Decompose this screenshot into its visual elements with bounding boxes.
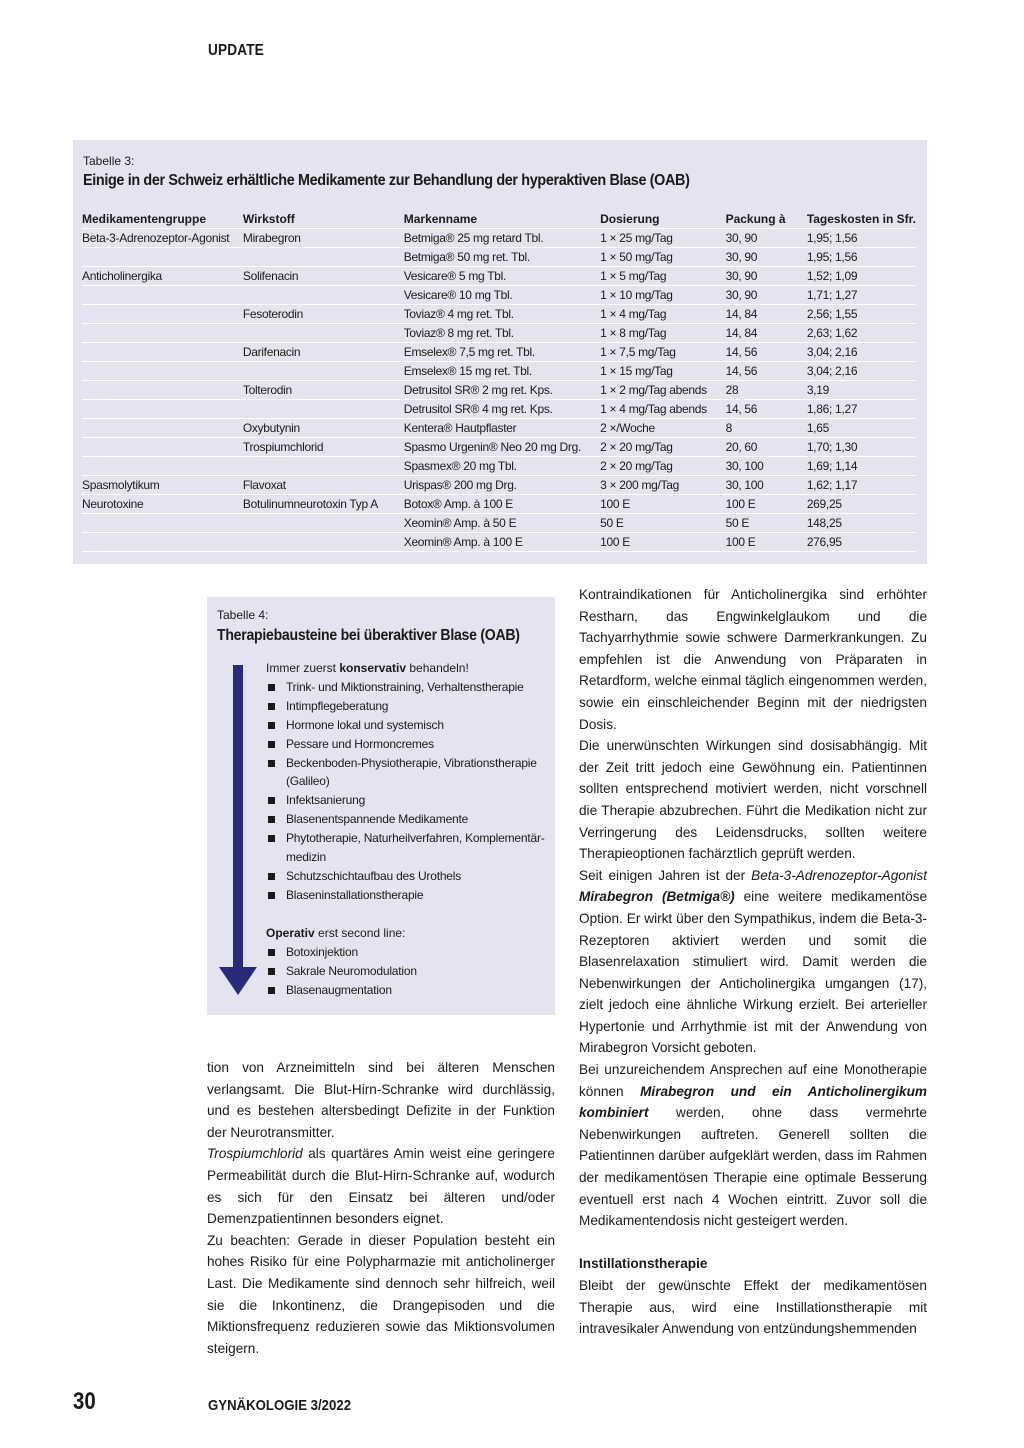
list-item: Schutzschichtaufbau des Urothels [266, 867, 551, 886]
table-cell: 50 E [600, 514, 725, 533]
down-arrow-icon [219, 665, 257, 997]
table-cell [243, 457, 404, 476]
table-header-row [82, 210, 916, 229]
table-cell: 1,69; 1,14 [807, 457, 916, 476]
table-row [82, 248, 916, 267]
table-cell: 14, 56 [726, 400, 807, 419]
table-cell: 148,25 [807, 514, 916, 533]
therapy-steps [266, 659, 551, 999]
table-row [82, 438, 916, 457]
table-cell: 2 ×/Woche [600, 419, 725, 438]
table-cell: Mirabegron [243, 229, 404, 248]
table-cell: 3,04; 2,16 [807, 343, 916, 362]
table-row [82, 514, 916, 533]
table-cell [82, 286, 243, 305]
column-header: Dosierung [600, 210, 725, 229]
table-cell: 3,19 [807, 381, 916, 400]
table-cell: Anticholinergika [82, 267, 243, 286]
table-3-title: Einige in der Schweiz erhältliche Medikamente zur Behandlung der hyperaktiven Blase (OAB) [83, 172, 690, 189]
paragraph: tion von Arzneimitteln sind bei älteren Menschen verlangsamt. Die Blut-Hirn-Schranke wird durchlässig, und es bestehen altersbedingt Defizite in der Funktion der Neurotransmitter. [207, 1060, 555, 1140]
list-item: Sakrale Neuromodulation [266, 962, 551, 981]
paragraph: Zu beachten: Gerade in dieser Population besteht ein hohes Risiko für eine Polypharmazie mit anticholinerger Last. Die Medikamente sind dennoch sehr hilfreich, weil sie die Inkontinenz, die Drangepisoden und die Miktionsfrequenz reduzieren sowie das Miktionsvolumen steigern. [207, 1232, 555, 1356]
paragraph: Kontraindikationen für Anticholinergika sind erhöhter Restharn, das Engwinkelglaukom und die Tachyarrhythmie sowie schwere Darmerkrankungen. Zu empfehlen ist die Anwendung von Präparaten in Retardform, welche einmal täglich eingenommen werden, sowie ein einschleichender Beginn mit der niedrigsten Dosis. [579, 587, 927, 732]
table-row [82, 305, 916, 324]
table-cell: Betmiga® 50 mg ret. Tbl. [404, 248, 600, 267]
table-cell: 30, 90 [726, 286, 807, 305]
list-item: Hormone lokal und systemisch [266, 716, 551, 735]
table-cell: 14, 56 [726, 362, 807, 381]
table-cell: Botox® Amp. à 100 E [404, 495, 600, 514]
table-row [82, 286, 916, 305]
table-cell: 28 [726, 381, 807, 400]
list-item: Beckenboden-Physiotherapie, Vibrationstherapie (Galileo) [266, 754, 551, 792]
table-cell [82, 533, 243, 552]
table-cell: Vesicare® 5 mg Tbl. [404, 267, 600, 286]
table-cell: 50 E [726, 514, 807, 533]
list-item: Botoxinjektion [266, 943, 551, 962]
table-cell: 14, 84 [726, 324, 807, 343]
table-cell: 2,56; 1,55 [807, 305, 916, 324]
table-cell: 1,62; 1,17 [807, 476, 916, 495]
table-cell: Vesicare® 10 mg Tbl. [404, 286, 600, 305]
subheading: Instillationstherapie [579, 1256, 708, 1272]
table-cell: 1,71; 1,27 [807, 286, 916, 305]
table-cell: 20, 60 [726, 438, 807, 457]
table-cell: Xeomin® Amp. à 100 E [404, 533, 600, 552]
journal-name: GYNÄKOLOGIE 3/2022 [208, 1397, 352, 1414]
table-cell: 100 E [726, 533, 807, 552]
table-cell: 269,25 [807, 495, 916, 514]
table-cell [82, 400, 243, 419]
table-cell: Spasmo Urgenin® Neo 20 mg Drg. [404, 438, 600, 457]
table-cell: Solifenacin [243, 267, 404, 286]
table-cell: 1 × 10 mg/Tag [600, 286, 725, 305]
paragraph: Seit einigen Jahren ist der Beta-3-Adrenozeptor-Agonist Mirabegron (Betmiga®) eine weitere medikamentöse Option. Er wirkt über den Sympathikus, indem die Beta-3-Rezeptoren aktiviert werden und somit die Blasenrelaxation stimuliert wird. Damit werden die Nebenwirkungen der Anticholinergika umgangen (17), zielt jedoch eine ähnliche Wirkung erzielt. Bei arterieller Hypertonie und Arrhythmie ist mit der Anwendung von Mirabegron Vorsicht geboten. [579, 867, 927, 1056]
table-cell: Betmiga® 25 mg retard Tbl. [404, 229, 600, 248]
table-row [82, 343, 916, 362]
column-header: Wirkstoff [243, 210, 404, 229]
table-cell: 1 × 50 mg/Tag [600, 248, 725, 267]
table-cell: 30, 90 [726, 248, 807, 267]
table-cell: 1,70; 1,30 [807, 438, 916, 457]
table-cell [243, 324, 404, 343]
table-cell: Botulinumneurotoxin Typ A [243, 495, 404, 514]
table-cell [82, 457, 243, 476]
table-cell: Spasmex® 20 mg Tbl. [404, 457, 600, 476]
list-item: Infektsanierung [266, 791, 551, 810]
table-cell: Tolterodin [243, 381, 404, 400]
table-cell: 3,04; 2,16 [807, 362, 916, 381]
list-item: Intimpflegeberatung [266, 697, 551, 716]
table-cell [82, 305, 243, 324]
table-cell: 1 × 25 mg/Tag [600, 229, 725, 248]
column-header: Markenname [404, 210, 600, 229]
table-cell [243, 286, 404, 305]
table-3-box [73, 140, 927, 564]
table-cell: 30, 100 [726, 457, 807, 476]
table-row [82, 419, 916, 438]
table-cell: 1 × 5 mg/Tag [600, 267, 725, 286]
table-row [82, 267, 916, 286]
table-4-caption: Tabelle 4: [217, 608, 269, 622]
table-cell: 1 × 2 mg/Tag abends [600, 381, 725, 400]
table-row [82, 476, 916, 495]
table-cell: 8 [726, 419, 807, 438]
table-cell: 1,65 [807, 419, 916, 438]
table-cell [82, 514, 243, 533]
table-cell: Toviaz® 4 mg ret. Tbl. [404, 305, 600, 324]
table-cell: 2 × 20 mg/Tag [600, 457, 725, 476]
table-cell: Toviaz® 8 mg ret. Tbl. [404, 324, 600, 343]
table-cell: Darifenacin [243, 343, 404, 362]
column-header: Tageskosten in Sfr. [807, 210, 916, 229]
table-cell: 14, 84 [726, 305, 807, 324]
table-3-caption: Tabelle 3: [83, 154, 135, 168]
table-cell: Flavoxat [243, 476, 404, 495]
paragraph: Bei unzureichendem Ansprechen auf eine Monotherapie können Mirabegron und ein Anticholinergikum kombiniert werden, ohne dass vermehrte Nebenwirkungen auftreten. Generell sollten die Patientinnen darüber aufgeklärt werden, dass im Rahmen der medikamentösen Therapie eine optimale Besserung eventuell erst nach 4 Wochen eintritt. Zuvor soll die Medikamentendosis nicht gesteigert werden. [579, 1062, 928, 1229]
table-cell: Beta-3-Adrenozeptor-Agonist [82, 229, 243, 248]
table-cell [243, 248, 404, 267]
table-cell: Xeomin® Amp. à 50 E [404, 514, 600, 533]
table-cell: 30, 90 [726, 229, 807, 248]
table-cell: 1 × 8 mg/Tag [600, 324, 725, 343]
table-cell: Oxybutynin [243, 419, 404, 438]
paragraph: Trospiumchlorid als quartäres Amin weist eine geringere Permeabilität durch die Blut-Hirn-Schranke auf, wodurch es sich für den Einsatz bei älteren und/oder Demenzpatientinnen besonders eignet. [207, 1146, 555, 1227]
list-item: Blaseninstallationstherapie [266, 886, 551, 905]
page-number: 30 [73, 1388, 96, 1415]
list-item: Trink- und Miktionstraining, Verhaltenstherapie [266, 678, 551, 697]
table-cell: Emselex® 7,5 mg ret. Tbl. [404, 343, 600, 362]
table-cell [243, 362, 404, 381]
table-cell: 1 × 15 mg/Tag [600, 362, 725, 381]
table-cell [243, 514, 404, 533]
table-cell: Detrusitol SR® 4 mg ret. Kps. [404, 400, 600, 419]
table-row [82, 362, 916, 381]
conservative-intro: Immer zuerst konservativ behandeln! [266, 661, 469, 675]
table-cell: Spasmolytikum [82, 476, 243, 495]
operative-intro: Operativ erst second line: [266, 925, 406, 940]
table-cell: Neurotoxine [82, 495, 243, 514]
table-cell [82, 248, 243, 267]
conservative-list [266, 678, 551, 905]
paragraph: Die unerwünschten Wirkungen sind dosisabhängig. Mit der Zeit tritt jedoch eine Gewöhnung ein. Patientinnen sollten entsprechend motiviert werden, nicht vorschnell die Therapie abzubrechen. Führt die Medikation nicht zur Verringerung des Leidensdrucks, sollten weitere Therapieoptionen fachärztlich geprüft werden. [579, 738, 927, 862]
table-cell: 30, 100 [726, 476, 807, 495]
table-cell [82, 343, 243, 362]
table-4-box [207, 597, 555, 1015]
table-cell: 100 E [600, 533, 725, 552]
table-cell [82, 419, 243, 438]
column-header: Packung à [726, 210, 807, 229]
section-header: UPDATE [208, 42, 264, 59]
table-cell [82, 438, 243, 457]
table-row [82, 229, 916, 248]
list-item: Blasenaugmentation [266, 981, 551, 1000]
medication-table [82, 210, 916, 552]
table-cell: 100 E [600, 495, 725, 514]
table-cell: Fesoterodin [243, 305, 404, 324]
table-cell [243, 533, 404, 552]
table-cell [82, 381, 243, 400]
table-row [82, 400, 916, 419]
table-4-title: Therapiebausteine bei überaktiver Blase (OAB) [217, 627, 520, 644]
table-cell: Kentera® Hautpflaster [404, 419, 600, 438]
table-cell: Urispas® 200 mg Drg. [404, 476, 600, 495]
table-cell: 100 E [726, 495, 807, 514]
table-cell: 1,86; 1,27 [807, 400, 916, 419]
operative-list [266, 943, 551, 1000]
right-column-text [579, 584, 927, 1340]
table-cell: 1 × 4 mg/Tag abends [600, 400, 725, 419]
table-cell [82, 324, 243, 343]
table-cell: 276,95 [807, 533, 916, 552]
table-cell: 1 × 4 mg/Tag [600, 305, 725, 324]
table-cell: Detrusitol SR® 2 mg ret. Kps. [404, 381, 600, 400]
list-item: Phytotherapie, Naturheilverfahren, Komplementär-medizin [266, 829, 551, 867]
left-column-text [207, 1057, 555, 1359]
paragraph: Bleibt der gewünschte Effekt der medikamentösen Therapie aus, wird eine Instillationstherapie mit intravesikaler Anwendung von entzündungshemmenden [579, 1278, 927, 1337]
table-cell: 1 × 7,5 mg/Tag [600, 343, 725, 362]
table-cell [243, 400, 404, 419]
list-item: Blasenentspannende Medikamente [266, 810, 551, 829]
table-row [82, 381, 916, 400]
table-cell: Trospiumchlorid [243, 438, 404, 457]
table-row [82, 533, 916, 552]
table-cell: 3 × 200 mg/Tag [600, 476, 725, 495]
table-cell: 1,95; 1,56 [807, 248, 916, 267]
table-cell: 1,95; 1,56 [807, 229, 916, 248]
table-cell: 14, 56 [726, 343, 807, 362]
table-cell: 1,52; 1,09 [807, 267, 916, 286]
table-cell: 30, 90 [726, 267, 807, 286]
table-cell: Emselex® 15 mg ret. Tbl. [404, 362, 600, 381]
table-cell [82, 362, 243, 381]
table-cell: 2,63; 1,62 [807, 324, 916, 343]
table-cell: 2 × 20 mg/Tag [600, 438, 725, 457]
table-row [82, 457, 916, 476]
column-header: Medikamentengruppe [82, 210, 243, 229]
table-row [82, 495, 916, 514]
list-item: Pessare und Hormoncremes [266, 735, 551, 754]
table-row [82, 324, 916, 343]
